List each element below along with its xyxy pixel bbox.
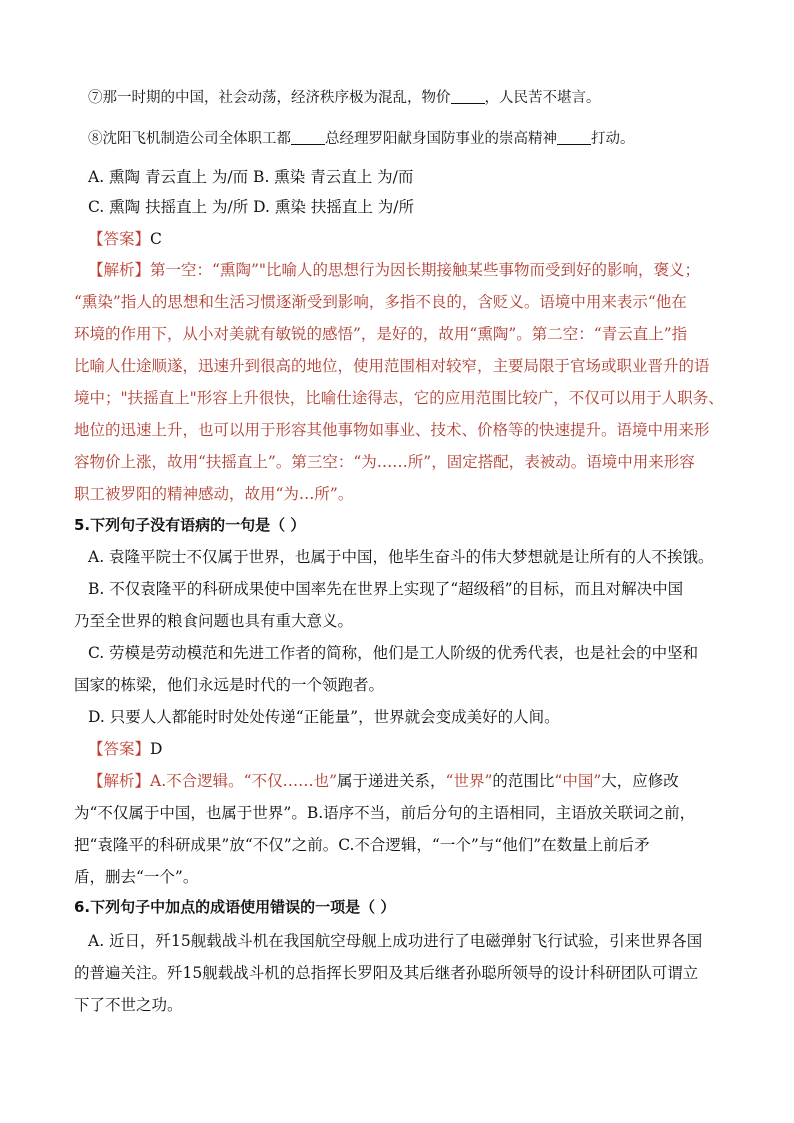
q6-option-a-line-3: 下了不世之功。 <box>74 996 183 1014</box>
blank <box>291 130 325 145</box>
blank <box>451 89 485 104</box>
q5-option-a: A. 袁隆平院士不仅属于世界，也属于中国，他毕生奋斗的伟大梦想就是让所有的人不挨饿。 <box>88 548 714 566</box>
analysis-line-1: 【解析】第一空：“熏陶”"比喻人的思想行为因长期接触某些事物而受到好的影响，褒义； <box>88 261 700 279</box>
q5-option-d: D. 只要人人都能时时处处传递“正能量”，世界就会变成美好的人间。 <box>88 708 560 726</box>
analysis-line-3: 环境的作用下，从小对美就有敏锐的感悟”，是好的，故用“熏陶”。第二空：“青云直上”指 <box>74 325 688 343</box>
q5-analysis-line-1: 【解析】A.不合逻辑。“不仅……也”属于递进关系，“世界”的范围比“中国”大，应修改 <box>88 772 679 790</box>
q5-option-c-line-1: C. 劳模是劳动模范和先进工作者的简称，他们是工人阶级的优秀代表，也是社会的中坚和 <box>88 644 699 662</box>
blank <box>557 130 591 145</box>
q6-option-a-line-2: 的普遍关注。歼15舰载战斗机的总指挥长罗阳及其后继者孙聪所领导的设计科研团队可谓立 <box>74 964 699 982</box>
option-line-cd: C. 熏陶 扶摇直上 为/所 D. 熏染 扶摇直上 为/所 <box>88 198 414 216</box>
q5-option-b-line-2: 乃至全世界的粮食问题也具有重大意义。 <box>74 612 354 630</box>
q5-analysis-line-2: 为“不仅属于中国，也属于世界”。B.语序不当，前后分句的主语相同，主语放关联词之前， <box>74 804 696 822</box>
q5-option-b-line-1: B. 不仅袁隆平的科研成果使中国率先在世界上实现了“超级稻”的目标，而且对解决中国 <box>88 580 684 598</box>
question-5-stem: 5.下列句子没有语病的一句是（ ） <box>74 516 306 534</box>
q5-answer-line: 【答案】D <box>88 740 163 758</box>
analysis-line-7: 容物价上涨，故用“扶摇直上”。第三空：“为……所”，固定搭配，表被动。语境中用来形容 <box>74 453 695 471</box>
q5-analysis-line-4: 盾，删去“一个”。 <box>74 868 199 886</box>
sentence-8: ⑧沈阳飞机制造公司全体职工都 总经理罗阳献身国防事业的崇高精神 打动。 <box>88 131 635 147</box>
answer-line: 【答案】C <box>88 230 162 248</box>
q5-option-c-line-2: 国家的栋梁，他们永远是时代的一个领跑者。 <box>74 676 385 694</box>
analysis-line-5: 境中；"扶摇直上"形容上升很快，比喻仕途得志，它的应用范围比较广，不仅可以用于人职务、 <box>74 389 724 407</box>
q6-option-a-line-1: A. 近日，歼15舰载战斗机在我国航空母舰上成功进行了电磁弹射飞行试验，引来世界各国 <box>88 932 703 950</box>
analysis-line-4: 比喻人仕途顺遂，迅速升到很高的地位，使用范围相对较窄，主要局限于官场或职业晋升的语 <box>74 357 710 375</box>
analysis-line-8: 职工被罗阳的精神感动，故用“为…所”。 <box>74 485 354 503</box>
option-line-ab: A. 熏陶 青云直上 为/而 B. 熏染 青云直上 为/而 <box>88 168 414 186</box>
sentence-7: ⑦那一时期的中国，社会动荡，经济秩序极为混乱，物价 ，人民苦不堪言。 <box>88 90 601 106</box>
question-6-stem: 6.下列句子中加点的成语使用错误的一项是（ ） <box>74 898 396 916</box>
q5-analysis-line-3: 把“袁隆平的科研成果”放“不仅”之前。C.不合逻辑，“一个”与“他们”在数量上前后矛 <box>74 836 650 854</box>
analysis-line-2: “熏染”指人的思想和生活习惯逐渐受到影响，多指不良的，含贬义。语境中用来表示“他在 <box>74 293 687 311</box>
analysis-line-6: 地位的迅速上升，也可以用于形容其他事物如事业、技术、价格等的快速提升。语境中用来形 <box>74 421 710 439</box>
